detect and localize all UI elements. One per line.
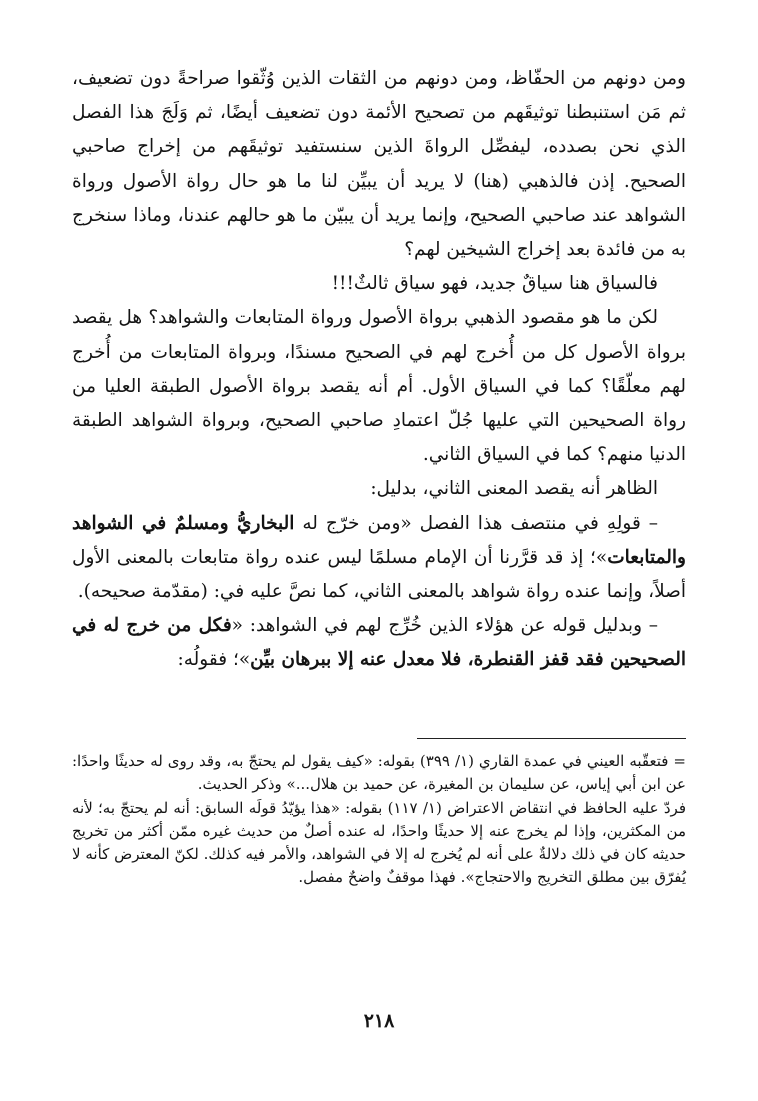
paragraph-5 <box>72 507 686 610</box>
footnote-divider <box>417 738 686 739</box>
paragraph-2: فالسياق هنا سياقٌ جديد، فهو سياق ثالثٌ!!! <box>331 273 658 295</box>
p6-start: – وبدليل قوله عن هؤلاء الذين خُرِّج لهم في الشواهد: « <box>231 615 659 637</box>
p6-bold-quote: فكل من خرج له في الصحيحين فقد قفز القنطرة، فلا معدل عنه إلا ببرهان بيِّن <box>72 615 686 671</box>
p5-start: – قولِهِ في منتصف هذا الفصل «ومن خرّج له <box>294 512 659 534</box>
paragraph-6 <box>72 609 686 677</box>
footnote-2: فردّ عليه الحافظ في انتقاض الاعتراض (١/ ١١٧) بقوله: «هذا يؤيّدُ قولَه السابق: أنه لم يحتجّ به؛ لأنه من المكثرين، وإذا لم يخرج عنه إلا حديثًا واحدًا، له عنده أصلٌ من حديث غيره ممّن أكثر من تخريج حديثه كان في ذلك دلالةٌ على أنه لم يُخرج له إلا في الشواهد، والأمر فيه كذلك. لكنّ المعترض كأنه لا يُفرّق بين مطلق التخريج والاحتجاج». فهذا موقفٌ واضحٌ مفصل. <box>72 798 686 887</box>
p5-end: »؛ إذ قد قرَّرنا أن الإمام مسلمًا ليس عنده رواة متابعات بالمعنى الأول أصلاً، وإنما عنده رواة شواهد بالمعنى الثاني، كما نصَّ عليه في: (مقدّمة صحيحه). <box>72 546 686 603</box>
footnotes <box>72 750 686 890</box>
page-number: ٢١٨ <box>363 1010 395 1032</box>
p6-end: »؛ فقولُه: <box>177 649 251 671</box>
footnote-1: = فتعقّبه العيني في عمدة القاري (١/ ٣٩٩) بقوله: «كيف يقول لم يحتجّ به، وقد روى له حديثًا واحدًا: عن ابن أبي إياس، عن سليمان بن المغيرة، عن حميد بن هلال...» وذكر الحديث. <box>72 752 687 794</box>
paragraph-3: لكن ما هو مقصود الذهبي برواة الأصول ورواة المتابعات والشواهد؟ هل يقصد برواة الأصول كل من أُخرج لهم في الصحيح مسندًا، وبرواة المتابعات من أُخرج لهم معلّقًا؟ كما في السياق الأول. أم أنه يقصد برواة الأصول الطبقة العليا من رواة الصحيحين التي عليها جُلّ اعتمادِ صاحبي الصحيح، وبرواة الشواهد الطبقة الدنيا منهم؟ كما في السياق الثاني. <box>72 307 686 466</box>
paragraph-4: الظاهر أنه يقصد المعنى الثاني، بدليل: <box>370 478 658 500</box>
main-text <box>72 62 686 678</box>
p5-bold-quote: البخاريُّ ومسلمٌ في الشواهد والمتابعات <box>72 512 686 568</box>
paragraph-1: ومن دونهم من الحفّاظ، ومن دونهم من الثقات الذين وُثّقوا صراحةً دون تضعيف، ثم مَن استنبطنا توثيقَهم من تصحيح الأئمة دون تضعيف أيضًا، ثم وَلَجَ هذا الفصل الذي نحن بصدده، ليفصِّل الرواةَ الذين سنستفيد توثيقَهم من إخراج صاحبي الصحيح. إذن فالذهبي (هنا) لا يريد أن يبيِّن لنا ما هو حال رواة الأصول ورواة الشواهد عند صاحبي الصحيح، وإنما يريد أن يبيّن ما هو حالهم عندنا، وماذا سنخرج به من فائدة بعد إخراج الشيخين لهم؟ <box>72 68 686 261</box>
